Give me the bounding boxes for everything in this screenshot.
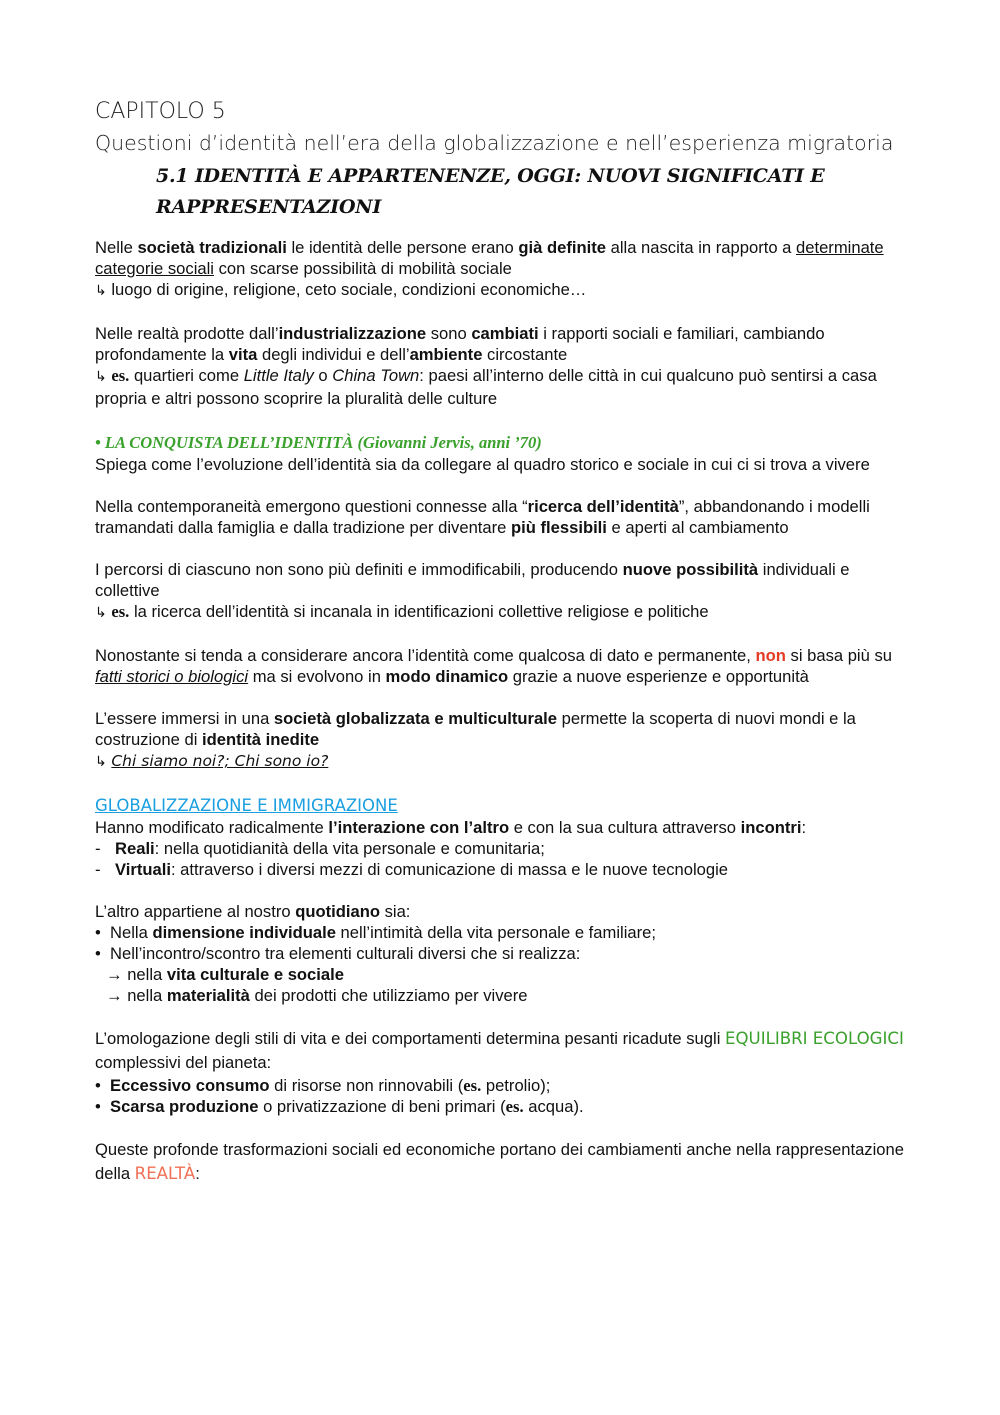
conquista-text: Spiega come l’evoluzione dell’identità sia da collegare al quadro storico e sociale in cui ci si trova a vivere (95, 455, 870, 474)
globalization-heading: GLOBALIZZAZIONE E IMMIGRAZIONE (95, 796, 398, 815)
return-arrow-icon: ↳ (95, 605, 107, 621)
chapter-title: Questioni d’identità nell’era della globalizzazione e nell’esperienza migratoria (95, 131, 894, 155)
chapter-label: CAPITOLO 5 (95, 99, 226, 124)
example-line: ↳ es. quartieri come Little Italy o China Town: paesi all’interno delle città in cui qualcuno può sentirsi a casa propria e altri possono scoprire la pluralità delle culture (95, 366, 877, 408)
example-line: ↳ es. la ricerca dell’identità si incanala in identificazioni collettive religiose e politiche (95, 602, 709, 621)
return-arrow-icon: ↳ (95, 283, 107, 299)
list-item: • Nell’incontro/scontro tra elementi culturali diversi che si realizza: (95, 944, 581, 963)
return-arrow-icon: ↳ (95, 754, 107, 770)
paragraph-contemporaneity: Nella contemporaneità emergono questioni connesse alla “ricerca dell’identità”, abbandonando i modelli tramandati dalla famiglia e dalla tradizione per diventare più flessibili e aperti al cambiamento (95, 497, 870, 537)
list-item: - Reali: nella quotidianità della vita personale e comunitaria; (95, 839, 545, 858)
sub-list-item: → nella vita culturale e sociale (106, 965, 344, 984)
paragraph-traditional-societies: Nelle società tradizionali le identità delle persone erano già definite alla nascita in rapporto a determinate categorie sociali con scarse possibilità di mobilità sociale (95, 238, 884, 278)
paragraph-paths: I percorsi di ciascuno non sono più definiti e immodificabili, producendo nuove possibilità individuali e collettive (95, 560, 850, 600)
example-line: ↳ Chi siamo noi?; Chi sono io? (95, 752, 329, 770)
globalization-text: Hanno modificato radicalmente l’interazione con l’altro e con la sua cultura attraverso incontri: (95, 818, 807, 837)
return-arrow-icon: ↳ (95, 369, 107, 385)
list-item: • Eccessivo consumo di risorse non rinnovabili (es. petrolio); (95, 1076, 551, 1095)
list-item: • Nella dimensione individuale nell’intimità della vita personale e familiare; (95, 923, 656, 942)
example-line: ↳ luogo di origine, religione, ceto sociale, condizioni economiche… (95, 280, 587, 299)
paragraph-dynamic-identity: Nonostante si tenda a considerare ancora l’identità come qualcosa di dato e permanente, non si basa più su fatti storici o biologici ma si evolvono in modo dinamico grazie a nuove esperienze e opportunità (95, 646, 892, 686)
altro-text: L’altro appartiene al nostro quotidiano sia: (95, 902, 411, 921)
conquista-heading: • LA CONQUISTA DELL’IDENTITÀ (Giovanni Jervis, anni ’70) (95, 433, 542, 452)
paragraph-industrialization: Nelle realtà prodotte dall’industrializzazione sono cambiati i rapporti sociali e familiari, cambiando profondamente la vita degli individui e dell’ambiente circostante (95, 324, 825, 364)
list-item: • Scarsa produzione o privatizzazione di beni primari (es. acqua). (95, 1097, 584, 1116)
paragraph-globalized-society: L’essere immersi in una società globalizzata e multiculturale permette la scoperta di nuovi mondi e la costruzione di identità inedite (95, 709, 856, 749)
omologation-text: L’omologazione degli stili di vita e dei comportamenti determina pesanti ricadute sugli EQUILIBRI ECOLOGICI complessivi del pianeta: (95, 1029, 904, 1072)
document-page (95, 96, 915, 1186)
sub-list-item: → nella materialità dei prodotti che utilizziamo per vivere (106, 986, 528, 1005)
final-text: Queste profonde trasformazioni sociali ed economiche portano dei cambiamenti anche nella rappresentazione della REALTÀ: (95, 1140, 904, 1183)
section-title: 5.1 IDENTITÀ E APPARTENENZE, OGGI: NUOVI SIGNIFICATI E RAPPRESENTAZIONI (156, 165, 825, 218)
list-item: - Virtuali: attraverso i diversi mezzi di comunicazione di massa e le nuove tecnologie (95, 860, 729, 879)
